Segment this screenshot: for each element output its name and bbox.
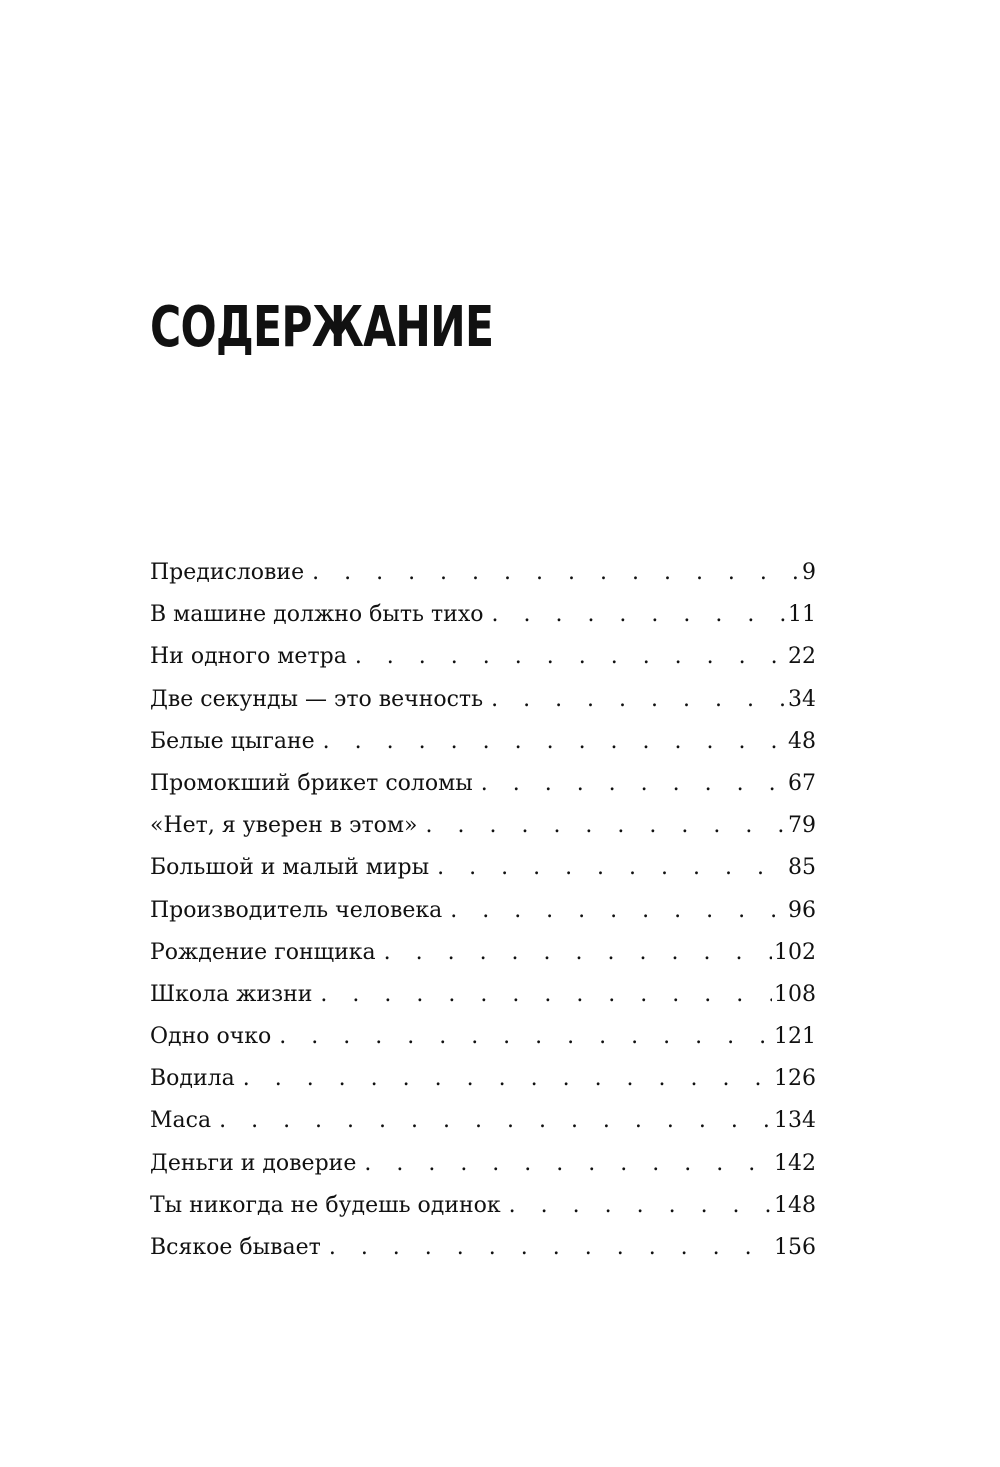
toc-entry-title: Всякое бывает — [150, 1235, 321, 1260]
toc-entry — [150, 1227, 816, 1269]
toc-entry-title: Ты никогда не будешь одинок — [150, 1192, 501, 1218]
toc-entry — [150, 1185, 816, 1227]
table-of-contents — [150, 552, 816, 1269]
toc-entry-title: Большой и малый миры — [150, 855, 430, 881]
toc-entry-title: Две секунды — это вечность — [150, 686, 484, 712]
dot-leader — [481, 763, 786, 805]
dot-leader — [323, 721, 786, 763]
toc-page-number: 102 — [774, 939, 816, 965]
toc-page-number: 34 — [788, 686, 816, 712]
toc-page-number: 85 — [788, 855, 816, 881]
page-title: СОДЕРЖАНИЕ — [150, 295, 494, 360]
toc-entry — [150, 805, 816, 847]
toc-entry — [150, 932, 816, 974]
toc-entry-title: «Нет, я уверен в этом» — [150, 813, 418, 839]
toc-entry-title: Промокший брикет соломы — [150, 770, 473, 796]
toc-page-number: 79 — [788, 813, 816, 839]
dot-leader — [355, 636, 786, 678]
toc-entry-title: Школа жизни — [150, 981, 313, 1007]
toc-entry-title: Предисловие — [150, 560, 305, 585]
toc-page-number: 156 — [774, 1235, 816, 1260]
toc-entry-title: В машине должно быть тихо — [150, 602, 484, 628]
dot-leader — [320, 974, 772, 1016]
toc-entry — [150, 1100, 816, 1142]
toc-entry — [150, 847, 816, 889]
toc-page-number: 134 — [774, 1108, 816, 1134]
toc-page-number: 96 — [788, 897, 816, 923]
dot-leader — [509, 1185, 772, 1227]
toc-page-number: 22 — [788, 644, 816, 670]
toc-page-number: 108 — [774, 981, 816, 1007]
dot-leader — [312, 552, 800, 594]
toc-entry-title: Рождение гонщика — [150, 939, 376, 965]
toc-entry-title: Производитель человека — [150, 897, 443, 923]
toc-entry — [150, 721, 816, 763]
toc-entry-title: Ни одного метра — [150, 644, 347, 670]
toc-page-number: 142 — [774, 1150, 816, 1176]
dot-leader — [491, 679, 786, 721]
toc-page-number: 48 — [788, 728, 816, 754]
dot-leader — [219, 1100, 772, 1142]
toc-page-number: 67 — [788, 770, 816, 796]
toc-entry — [150, 763, 816, 805]
toc-entry — [150, 552, 816, 594]
toc-entry-title: Маса — [150, 1108, 212, 1134]
toc-entry — [150, 594, 816, 636]
toc-page-number: 126 — [774, 1066, 816, 1092]
dot-leader — [426, 805, 787, 847]
dot-leader — [437, 847, 786, 889]
dot-leader — [329, 1227, 772, 1269]
toc-entry-title: Деньги и доверие — [150, 1150, 357, 1176]
dot-leader — [279, 1016, 772, 1058]
dot-leader — [364, 1143, 772, 1185]
toc-page-number: 9 — [802, 560, 816, 585]
toc-page-number: 121 — [774, 1024, 816, 1050]
toc-entry — [150, 1058, 816, 1100]
dot-leader — [491, 594, 786, 636]
dot-leader — [243, 1058, 772, 1100]
toc-page-number: 11 — [788, 602, 816, 628]
toc-entry — [150, 1016, 816, 1058]
toc-entry — [150, 636, 816, 678]
toc-entry — [150, 679, 816, 721]
toc-entry — [150, 890, 816, 932]
toc-entry — [150, 974, 816, 1016]
toc-entry-title: Белые цыгане — [150, 728, 315, 754]
dot-leader — [384, 932, 772, 974]
toc-entry — [150, 1143, 816, 1185]
toc-entry-title: Водила — [150, 1066, 235, 1092]
toc-page-number: 148 — [774, 1192, 816, 1218]
dot-leader — [450, 890, 786, 932]
toc-entry-title: Одно очко — [150, 1024, 272, 1050]
